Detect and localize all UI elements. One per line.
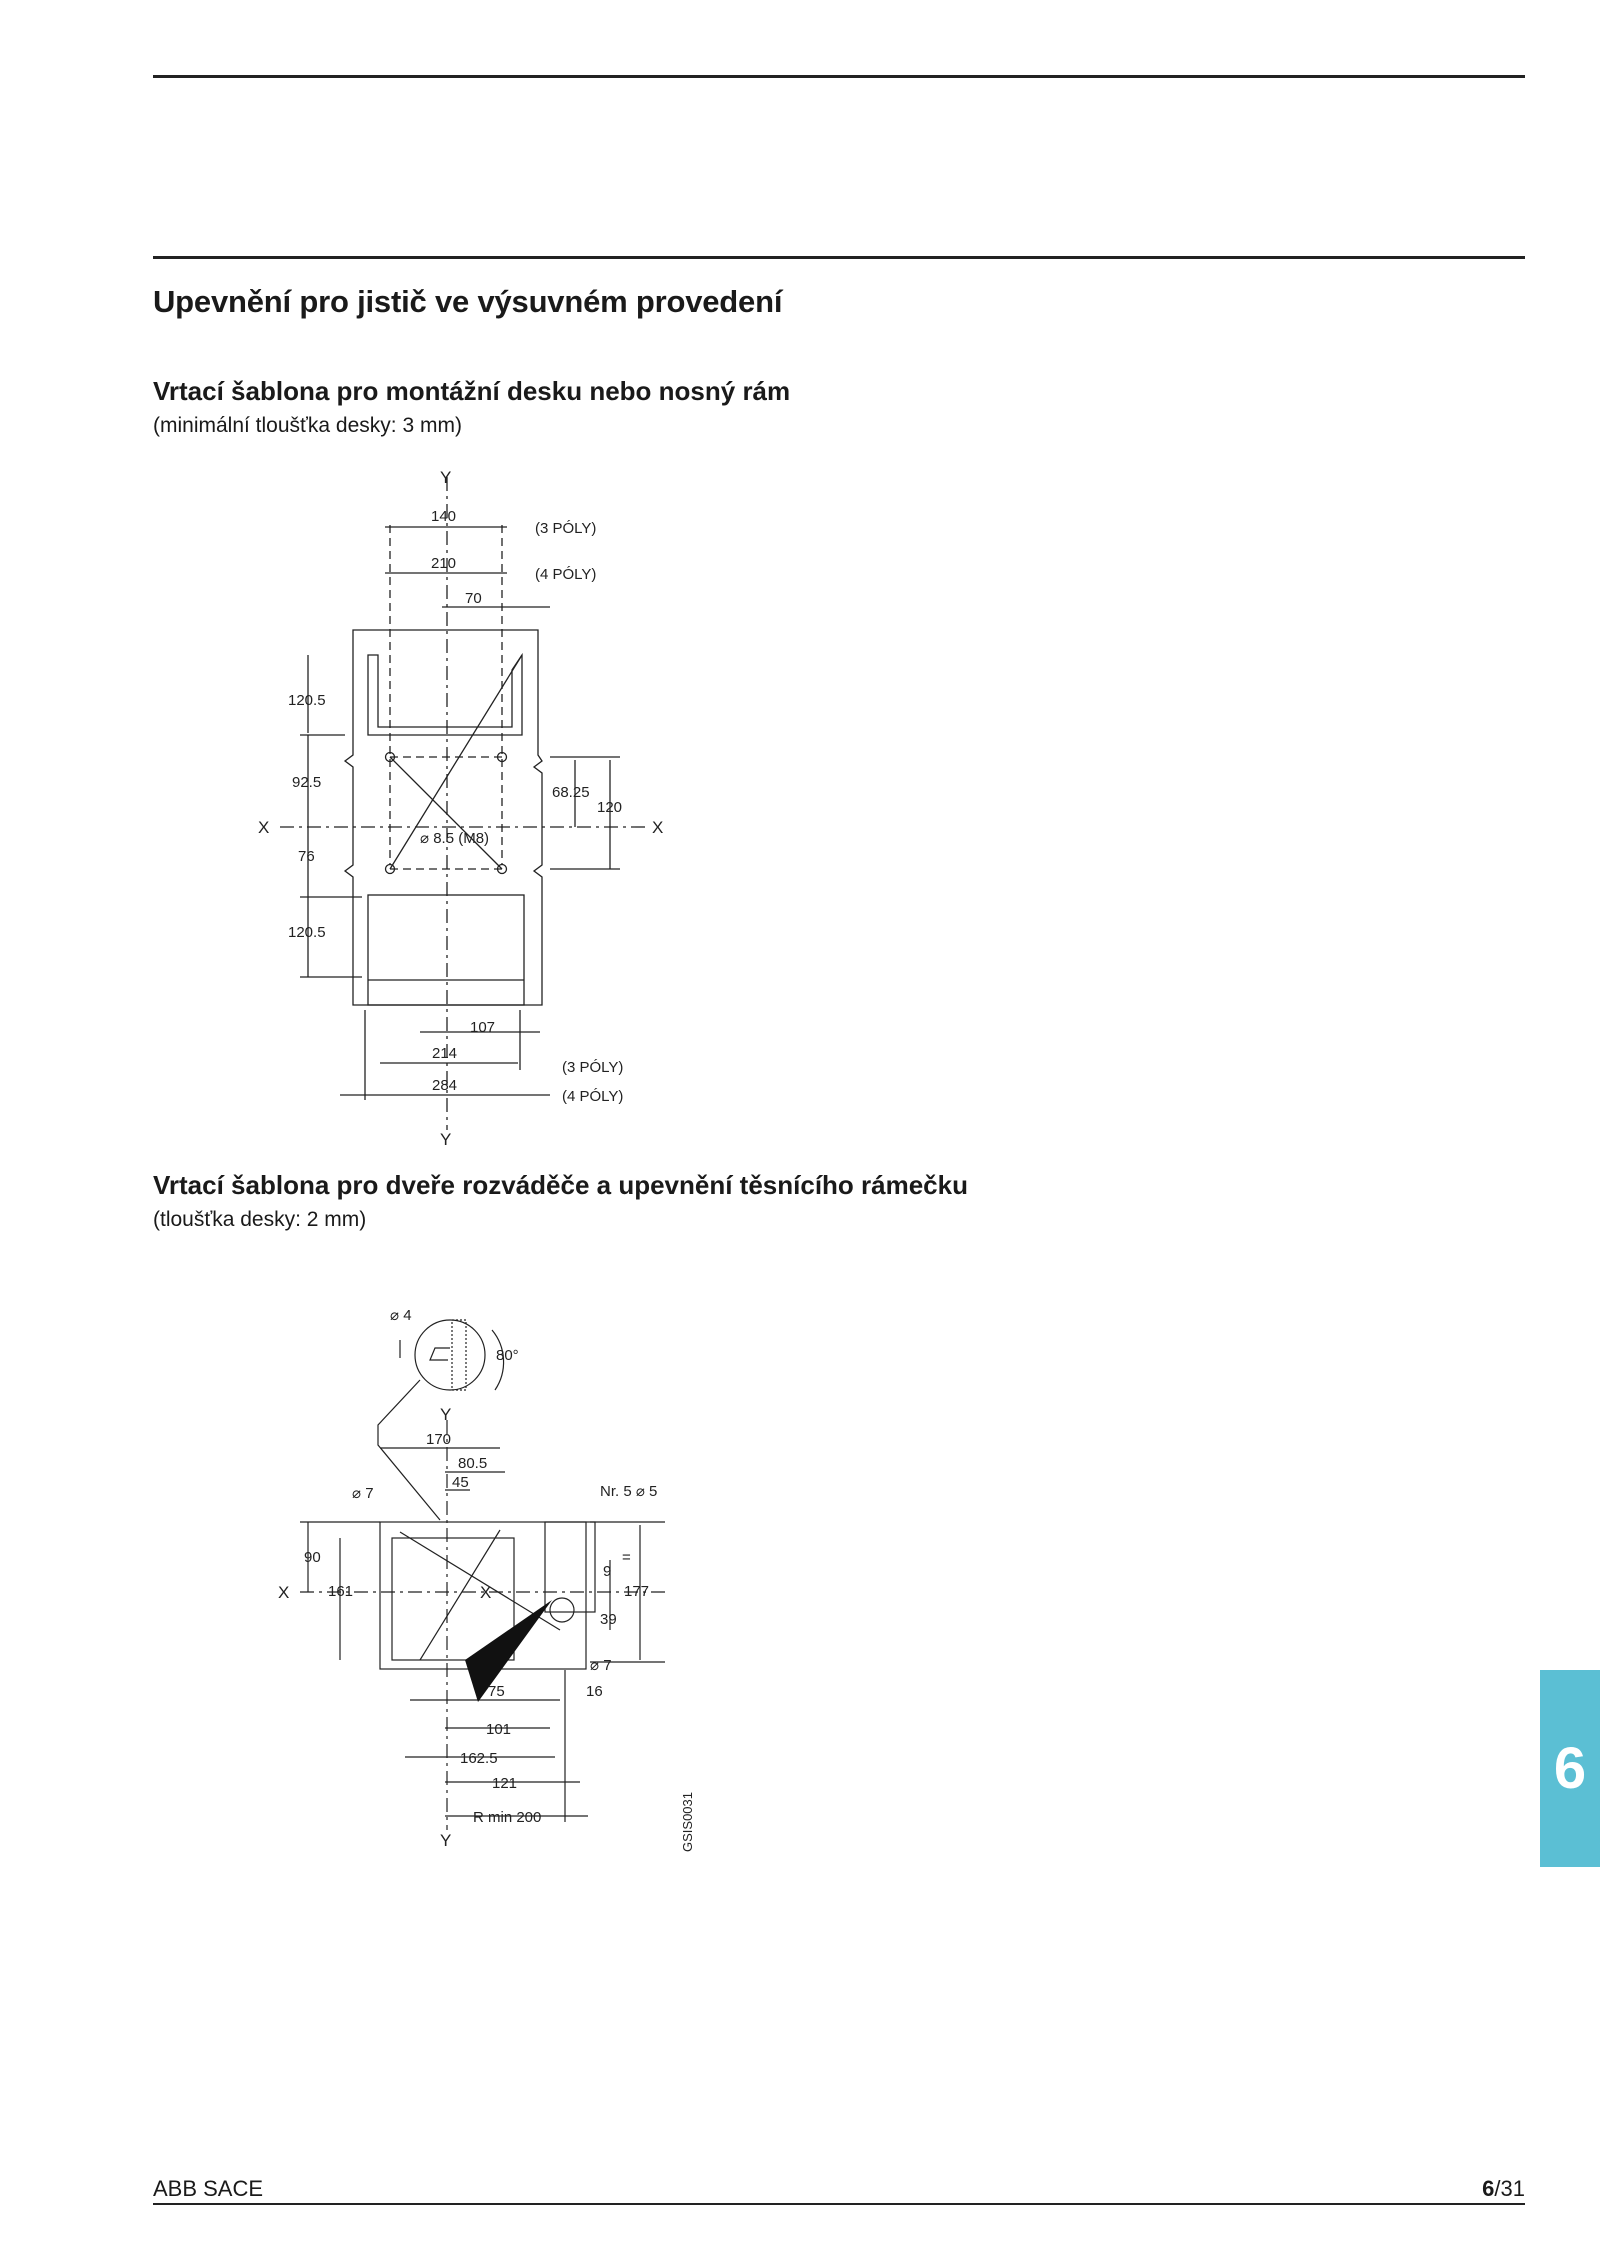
section1-note: (minimální tloušťka desky: 3 mm) [153,414,462,437]
door-drilling-diagram [270,1300,730,1860]
dim-170: 170 [426,1431,452,1448]
dim-120-5-top: 120.5 [288,692,326,709]
dim-68-25: 68.25 [552,784,590,801]
nr5-holes-label: Nr. 5 ⌀ 5 [600,1483,658,1500]
x-axis-mid-label: X [480,1583,492,1602]
dim-210: 210 [431,555,457,572]
equal-sign: = [622,1549,631,1566]
section2-title: Vrtací šablona pro dveře rozváděče a upevnění těsnícího rámečku [153,1170,968,1200]
poles-4-label: (4 PÓLY) [535,566,597,583]
hole-diameter-label: ⌀ 8.5 (M8) [420,830,490,847]
section2-note: (tloušťka desky: 2 mm) [153,1208,367,1231]
dim-177: 177 [624,1583,650,1600]
dim-75: 75 [488,1683,505,1700]
x-axis-left-label: X [278,1583,290,1602]
poles-3-bottom-label: (3 PÓLY) [562,1059,624,1076]
dim-214: 214 [432,1045,458,1062]
y-axis-top-label: Y [440,468,452,487]
dim-161: 161 [328,1583,354,1600]
dim-d4: ⌀ 4 [390,1307,412,1324]
mounting-plate-drilling-diagram [250,465,700,1155]
dim-76: 76 [298,848,315,865]
dim-d7: ⌀ 7 [352,1485,374,1502]
dim-162-5: 162.5 [460,1750,498,1767]
dim-92-5: 92.5 [292,774,322,791]
angle-80: 80° [496,1347,519,1364]
dim-107: 107 [470,1019,496,1036]
y-axis-bottom-label: Y [440,1831,452,1850]
y-axis-top-label: Y [440,1405,452,1424]
dim-101: 101 [486,1721,512,1738]
dim-284: 284 [432,1077,458,1094]
chapter-tab: 6 [1540,1670,1600,1867]
poles-3-label: (3 PÓLY) [535,520,597,537]
dim-90: 90 [304,1549,321,1566]
footer-company: ABB SACE [153,2176,264,2201]
page-number-chapter: 6 [1482,2176,1495,2201]
top-rule [153,75,1525,78]
dim-80-5: 80.5 [458,1455,488,1472]
section1-title: Vrtací šablona pro montážní desku nebo nosný rám [153,376,791,406]
x-axis-right-label: X [652,818,664,837]
footer-rule [153,2203,1525,2205]
dim-120: 120 [597,799,623,816]
page-number-rest: /31 [1494,2176,1525,2201]
dim-70: 70 [465,590,482,607]
dim-120-5-bottom: 120.5 [288,924,326,941]
dim-45: 45 [452,1474,469,1491]
heading-rule [153,256,1525,259]
dim-121: 121 [492,1775,518,1792]
dim-9: 9 [603,1563,612,1580]
page-heading: Upevnění pro jistič ve výsuvném provedení [153,284,783,319]
drawing-code: GSIS0031 [680,1792,695,1852]
dim-140: 140 [431,508,457,525]
dim-39: 39 [600,1611,617,1628]
x-axis-left-label: X [258,818,270,837]
y-axis-bottom-label: Y [440,1130,452,1149]
page-number [1482,2176,1525,2202]
dim-d7-right: ⌀ 7 [590,1657,612,1674]
dim-16: 16 [586,1683,603,1700]
dim-r-min-200: R min 200 [473,1809,542,1826]
poles-4-bottom-label: (4 PÓLY) [562,1088,624,1105]
